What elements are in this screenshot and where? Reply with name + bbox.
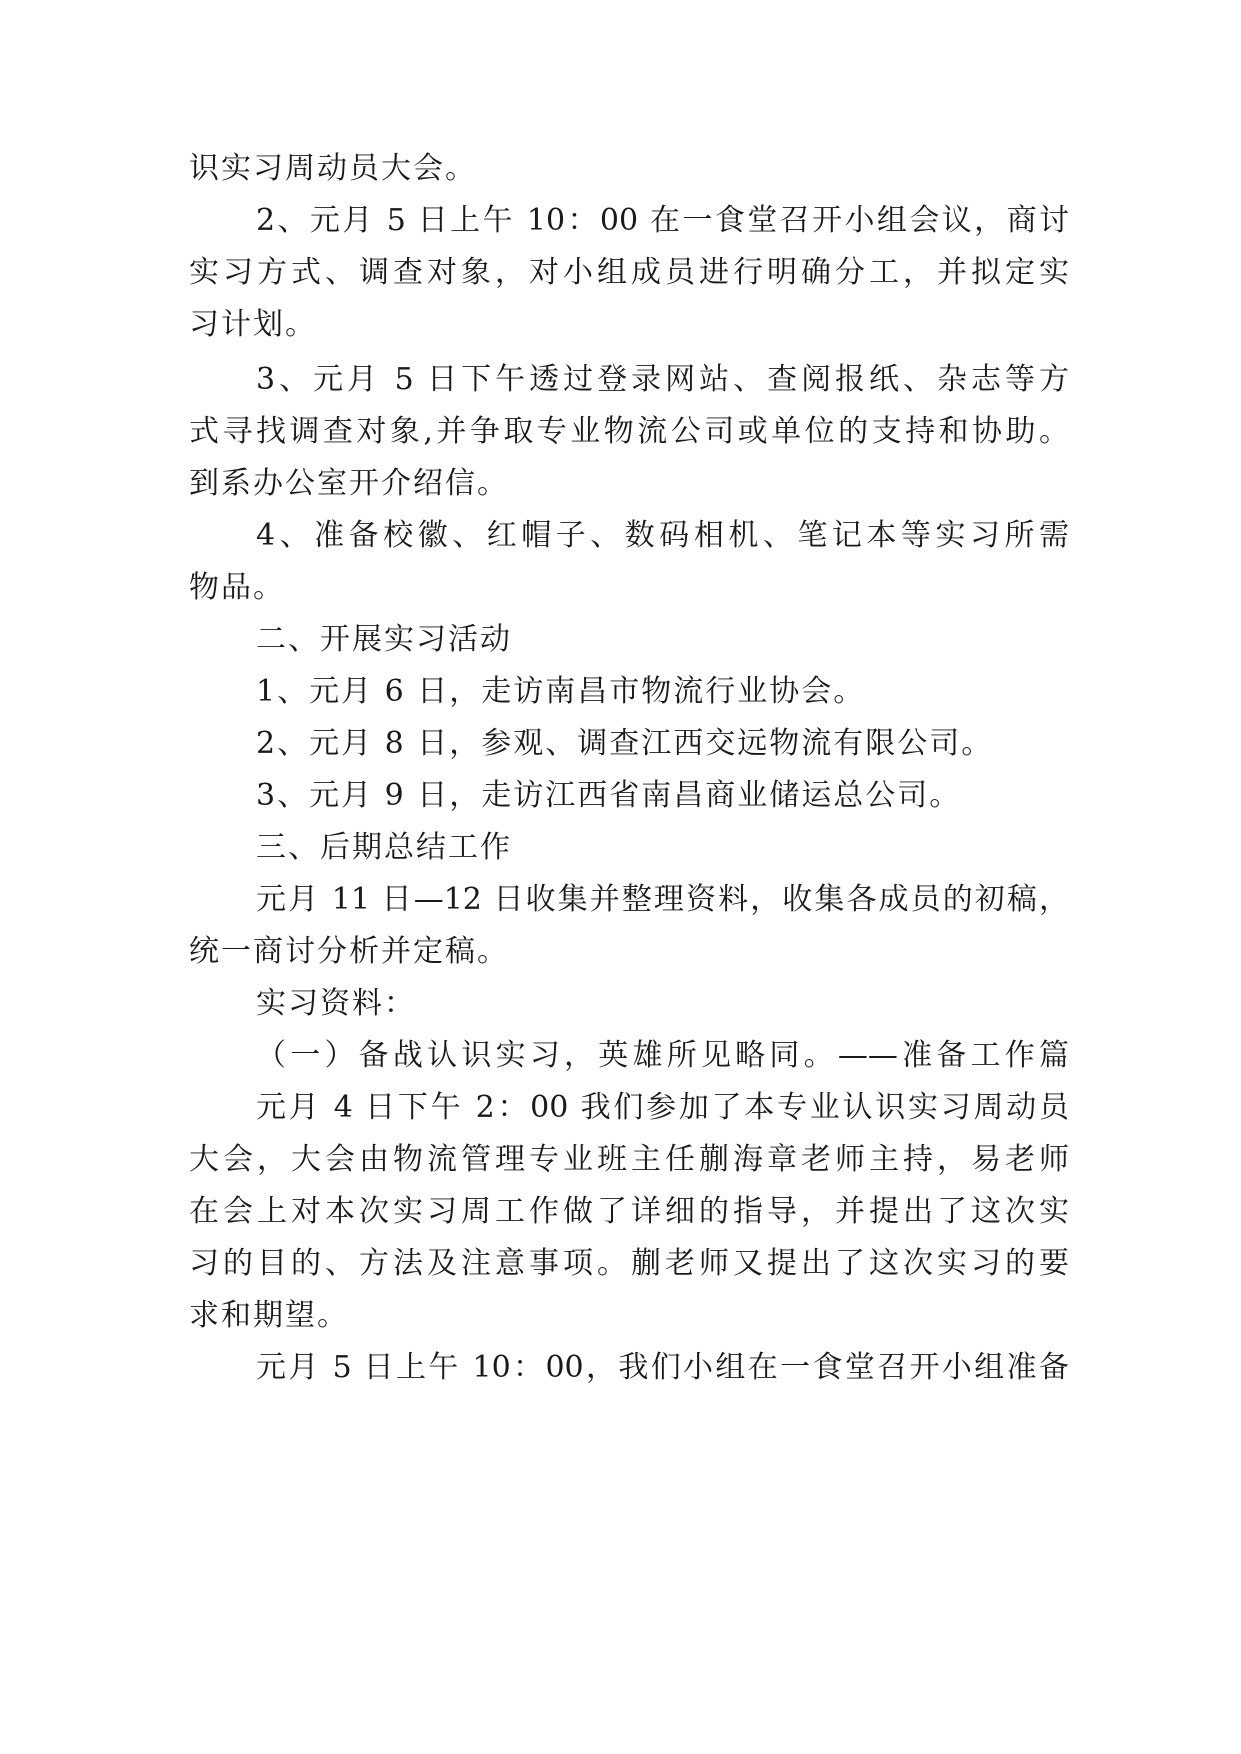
section-heading: 实习资料：: [256, 986, 416, 1021]
text-line: 识实习周动员大会。: [189, 151, 477, 186]
text-line: 统一商讨分析并定稿。: [189, 934, 509, 969]
text-line: 元月 4 日下午 2：00 我们参加了本专业认识实习周动员: [256, 1090, 1069, 1125]
text-line: 习的目的、方法及注意事项。蒯老师又提出了这次实习的要: [189, 1246, 1069, 1281]
text-line: 3、元月 5 日下午透过登录网站、查阅报纸、杂志等方: [256, 362, 1069, 397]
section-heading: 三、后期总结工作: [256, 830, 512, 865]
text-line: 式寻找调查对象,并争取专业物流公司或单位的支持和协助。: [189, 414, 1069, 449]
text-line: 习计划。: [189, 307, 317, 342]
subsection-heading: （一）备战认识实习，英雄所见略同。——准备工作篇: [256, 1038, 1069, 1073]
text-line: 到系办公室开介绍信。: [189, 466, 509, 501]
text-line: 实习方式、调查对象，对小组成员进行明确分工，并拟定实: [189, 255, 1069, 290]
text-line: 2、元月 8 日，参观、调查江西交远物流有限公司。: [256, 726, 994, 761]
section-heading: 二、开展实习活动: [256, 622, 512, 657]
text-line: 4、准备校徽、红帽子、数码相机、笔记本等实习所需: [256, 518, 1069, 553]
text-line: 求和期望。: [189, 1298, 349, 1333]
text-line: 物品。: [189, 570, 285, 605]
text-line: 元月 11 日—12 日收集并整理资料，收集各成员的初稿，: [256, 882, 1069, 917]
text-line: 2、元月 5 日上午 10：00 在一食堂召开小组会议，商讨: [256, 203, 1069, 238]
text-line: 1、元月 6 日，走访南昌市物流行业协会。: [256, 674, 866, 709]
text-line: 元月 5 日上午 10：00，我们小组在一食堂召开小组准备: [256, 1350, 1069, 1385]
text-line: 在会上对本次实习周工作做了详细的指导，并提出了这次实: [189, 1194, 1069, 1229]
text-line: 大会，大会由物流管理专业班主任蒯海章老师主持，易老师: [189, 1142, 1069, 1177]
text-line: 3、元月 9 日，走访江西省南昌商业储运总公司。: [256, 778, 962, 813]
